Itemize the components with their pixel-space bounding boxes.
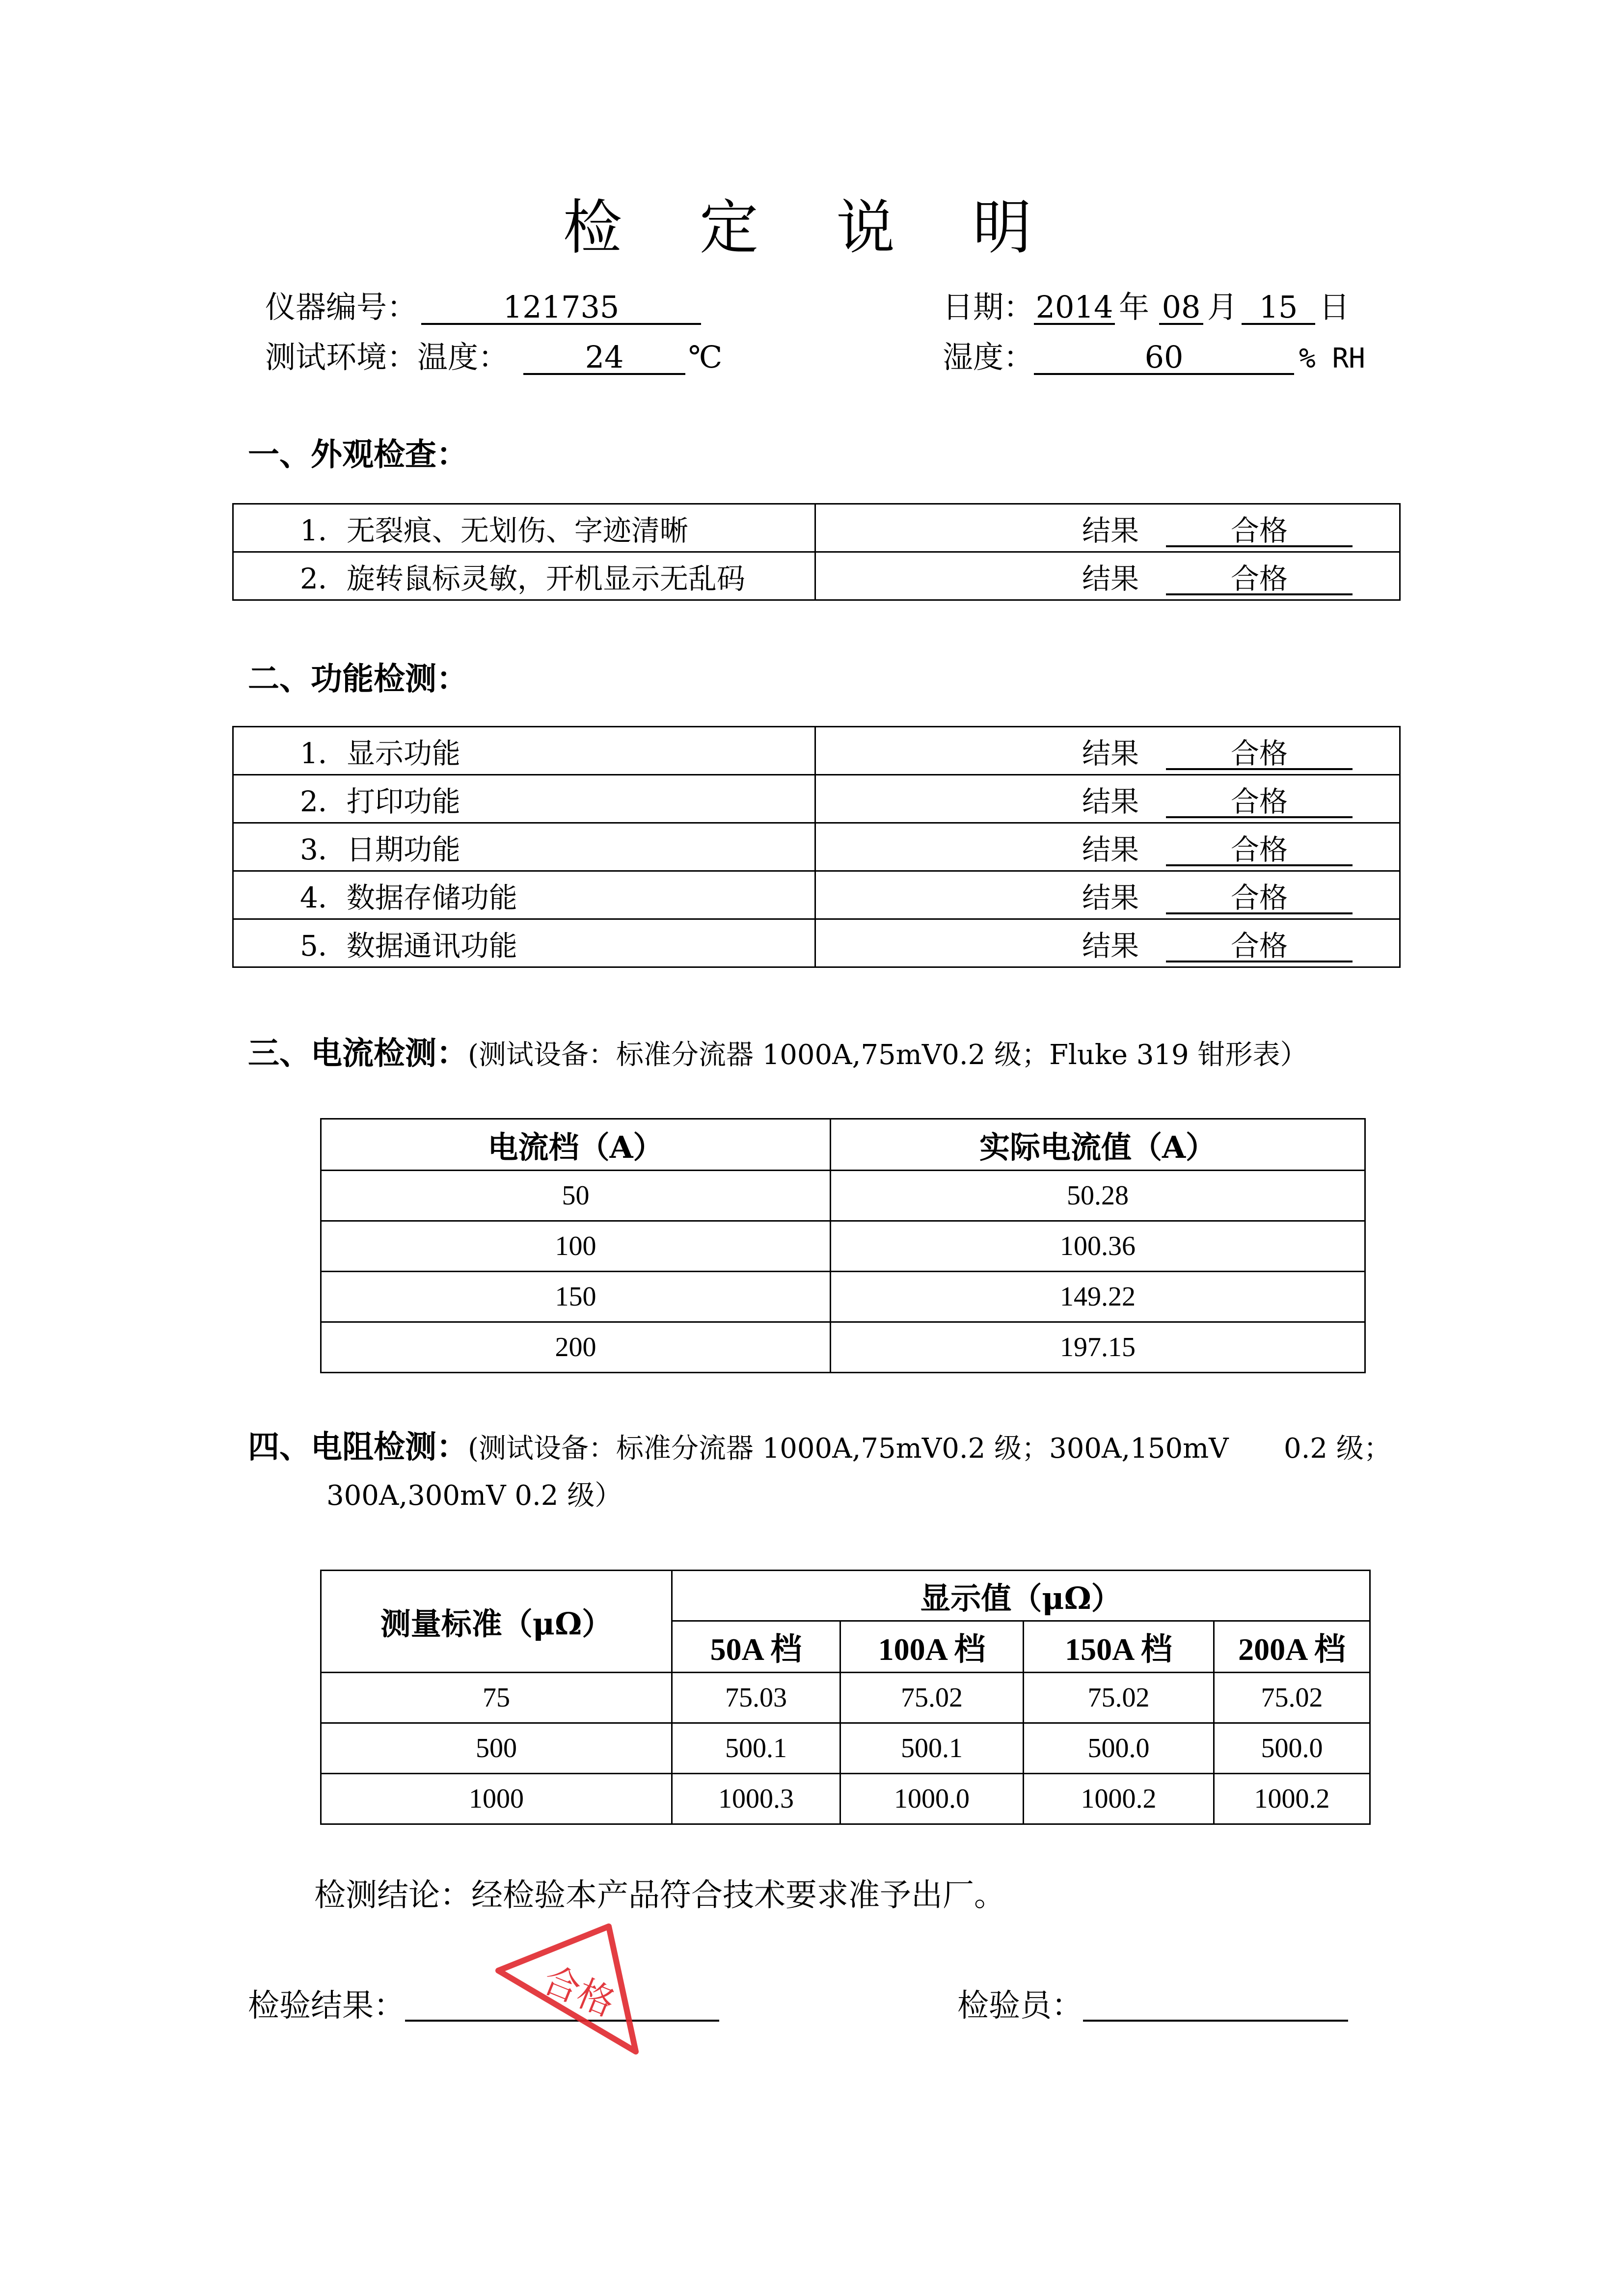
temperature-unit: ℃ bbox=[688, 339, 723, 375]
result-label: 结果 bbox=[1082, 784, 1139, 818]
display-value: 1000.2 bbox=[1024, 1774, 1214, 1824]
function-result bbox=[815, 775, 1400, 823]
function-result bbox=[815, 727, 1400, 775]
table-row bbox=[233, 504, 1400, 552]
table-row bbox=[233, 823, 1400, 871]
qualified-stamp bbox=[488, 1917, 650, 2059]
result-label: 结果 bbox=[1082, 736, 1139, 770]
function-item: 1．显示功能 bbox=[233, 727, 815, 775]
current-range: 100 bbox=[321, 1221, 831, 1272]
function-table bbox=[232, 726, 1401, 968]
function-heading: 二、功能检测： bbox=[248, 661, 468, 697]
temperature-label: 温度： bbox=[417, 339, 509, 375]
resistance-note-line2: 300A,300mV 0.2 级） bbox=[326, 1480, 623, 1512]
function-item: 5．数据通讯功能 bbox=[233, 919, 815, 967]
result-value: 合格 bbox=[1166, 883, 1353, 915]
result-value: 合格 bbox=[1166, 739, 1353, 771]
current-heading: 三、电流检测： bbox=[248, 1035, 468, 1072]
display-value: 75.03 bbox=[672, 1673, 840, 1723]
instrument-number-value: 121735 bbox=[421, 291, 701, 325]
function-item: 3．日期功能 bbox=[233, 823, 815, 871]
display-value: 75.02 bbox=[1024, 1673, 1214, 1723]
humidity-row bbox=[943, 341, 1365, 375]
resistance-heading-row bbox=[248, 1429, 1229, 1466]
result-value: 合格 bbox=[1166, 835, 1353, 867]
current-range-header: 电流档（A） bbox=[321, 1119, 831, 1171]
date-month: 08 bbox=[1159, 291, 1203, 325]
std-value: 75 bbox=[321, 1673, 672, 1723]
current-actual: 50.28 bbox=[831, 1171, 1365, 1221]
inspector-label: 检验员： bbox=[957, 1988, 1083, 2024]
current-range: 150 bbox=[321, 1272, 831, 1322]
result-label: 结果 bbox=[1082, 929, 1139, 962]
table-row bbox=[321, 1774, 1370, 1824]
current-table bbox=[320, 1118, 1366, 1373]
current-note: (测试设备：标准分流器 1000A,75mV0.2 级；Fluke 319 钳形表） bbox=[468, 1039, 1308, 1071]
result-label: 结果 bbox=[1082, 881, 1139, 914]
std-value: 500 bbox=[321, 1723, 672, 1774]
table-row bbox=[321, 1723, 1370, 1774]
date-day: 15 bbox=[1242, 291, 1315, 325]
function-item: 4．数据存储功能 bbox=[233, 871, 815, 919]
inspector-row bbox=[957, 1990, 1348, 2022]
year-unit: 年 bbox=[1119, 289, 1150, 325]
table-row bbox=[321, 1221, 1365, 1272]
resistance-note: (测试设备：标准分流器 1000A,75mV0.2 级；300A,150mV bbox=[468, 1433, 1229, 1465]
humidity-value: 60 bbox=[1034, 341, 1294, 375]
appearance-item: 2．旋转鼠标灵敏，开机显示无乱码 bbox=[233, 552, 815, 600]
range-header: 100A 档 bbox=[840, 1621, 1024, 1673]
display-value: 500.0 bbox=[1214, 1723, 1370, 1774]
humidity-label: 湿度： bbox=[943, 339, 1034, 375]
result-value: 合格 bbox=[1166, 516, 1353, 548]
display-value: 500.1 bbox=[672, 1723, 840, 1774]
table-row bbox=[233, 775, 1400, 823]
display-value: 1000.0 bbox=[840, 1774, 1024, 1824]
stamp-text: 合格 bbox=[537, 1958, 621, 2025]
display-value: 1000.3 bbox=[672, 1774, 840, 1824]
range-header: 200A 档 bbox=[1214, 1621, 1370, 1673]
environment-row bbox=[265, 341, 722, 375]
std-header: 测量标准（μΩ） bbox=[321, 1571, 672, 1673]
date-year: 2014 bbox=[1034, 291, 1115, 325]
inspector-signature-line bbox=[1083, 1990, 1348, 2022]
current-heading-row bbox=[248, 1035, 1308, 1072]
result-label: 结果 bbox=[1082, 832, 1139, 866]
function-item: 2．打印功能 bbox=[233, 775, 815, 823]
table-row bbox=[321, 1171, 1365, 1221]
table-row bbox=[233, 552, 1400, 600]
table-row bbox=[321, 1322, 1365, 1373]
table-row bbox=[233, 727, 1400, 775]
resistance-heading: 四、电阻检测： bbox=[248, 1429, 468, 1466]
display-value: 500.1 bbox=[840, 1723, 1024, 1774]
result-value: 合格 bbox=[1166, 564, 1353, 596]
display-value: 1000.2 bbox=[1214, 1774, 1370, 1824]
conclusion-text: 检测结论：经检验本产品符合技术要求准予出厂。 bbox=[314, 1877, 1005, 1914]
current-actual: 100.36 bbox=[831, 1221, 1365, 1272]
date-label: 日期： bbox=[943, 289, 1034, 325]
current-range: 200 bbox=[321, 1322, 831, 1373]
range-header: 150A 档 bbox=[1024, 1621, 1214, 1673]
function-result bbox=[815, 919, 1400, 967]
temperature-value: 24 bbox=[523, 341, 685, 375]
display-value: 75.02 bbox=[1214, 1673, 1370, 1723]
table-row bbox=[233, 919, 1400, 967]
appearance-result bbox=[815, 504, 1400, 552]
current-actual: 197.15 bbox=[831, 1322, 1365, 1373]
table-row bbox=[321, 1272, 1365, 1322]
display-value: 75.02 bbox=[840, 1673, 1024, 1723]
appearance-table bbox=[232, 503, 1401, 601]
result-value: 合格 bbox=[1166, 787, 1353, 819]
instrument-label: 仪器编号： bbox=[265, 289, 418, 325]
display-value: 500.0 bbox=[1024, 1723, 1214, 1774]
environment-label: 测试环境： bbox=[265, 339, 418, 375]
current-range: 50 bbox=[321, 1171, 831, 1221]
resistance-note-tail: 0.2 级； bbox=[1284, 1433, 1391, 1465]
appearance-item: 1．无裂痕、无划伤、字迹清晰 bbox=[233, 504, 815, 552]
range-header: 50A 档 bbox=[672, 1621, 840, 1673]
resistance-note-tail-row bbox=[1284, 1432, 1391, 1463]
table-row bbox=[321, 1673, 1370, 1723]
current-actual: 149.22 bbox=[831, 1272, 1365, 1322]
inspection-result-label: 检验结果： bbox=[248, 1988, 405, 2024]
result-label: 结果 bbox=[1082, 513, 1139, 547]
day-unit: 日 bbox=[1319, 289, 1350, 325]
month-unit: 月 bbox=[1207, 289, 1238, 325]
resistance-table bbox=[320, 1570, 1371, 1825]
table-header-row bbox=[321, 1119, 1365, 1171]
function-result bbox=[815, 871, 1400, 919]
resistance-note-line2-row bbox=[326, 1479, 622, 1510]
date-row bbox=[943, 291, 1350, 325]
table-header-row bbox=[321, 1571, 1370, 1621]
result-label: 结果 bbox=[1082, 561, 1139, 595]
result-value: 合格 bbox=[1166, 931, 1353, 963]
display-header: 显示值（μΩ） bbox=[672, 1571, 1370, 1621]
appearance-heading: 一、外观检查： bbox=[248, 436, 468, 473]
std-value: 1000 bbox=[321, 1774, 672, 1824]
page-title: 检 定 说 明 bbox=[563, 194, 1061, 262]
table-row bbox=[233, 871, 1400, 919]
humidity-unit: % RH bbox=[1299, 343, 1365, 374]
appearance-result bbox=[815, 552, 1400, 600]
instrument-number-row bbox=[265, 291, 701, 325]
current-actual-header: 实际电流值（A） bbox=[831, 1119, 1365, 1171]
function-result bbox=[815, 823, 1400, 871]
